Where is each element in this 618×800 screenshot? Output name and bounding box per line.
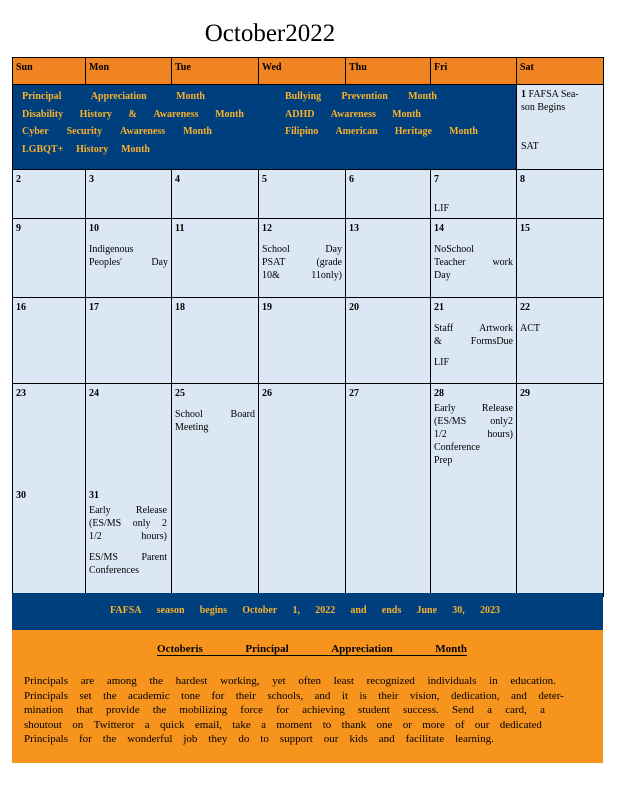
word: Month xyxy=(392,108,421,120)
event-text: FAFSA Sea- xyxy=(528,89,579,100)
word: Appreciation xyxy=(90,91,147,102)
day-cell-25 xyxy=(172,384,259,597)
word: ADHD xyxy=(285,108,315,120)
word: Twitteror xyxy=(93,718,135,731)
day-cell-6 xyxy=(346,170,431,219)
word: June xyxy=(416,605,438,616)
day-cell-18 xyxy=(172,298,259,384)
event-text: Indigenous xyxy=(89,244,134,255)
day-number: 19 xyxy=(262,302,272,313)
day-cell-14 xyxy=(431,219,517,298)
word: mobilizing xyxy=(179,704,228,716)
word: Principals xyxy=(24,675,68,687)
word: and xyxy=(314,689,331,702)
day-cell-20 xyxy=(346,298,431,384)
word: in xyxy=(489,675,498,687)
event-text: 10& 11only) xyxy=(262,270,342,281)
weekday-wed: Wed xyxy=(259,58,346,85)
day-cell-26 xyxy=(259,384,346,597)
text-line xyxy=(22,125,212,143)
word: set xyxy=(79,689,92,702)
day-cell-28 xyxy=(431,384,517,597)
day-number: 17 xyxy=(89,302,99,313)
day-cell-7 xyxy=(431,170,517,219)
text-line xyxy=(285,90,437,108)
event-text: 1/2 hours) xyxy=(89,531,167,542)
word: Principals xyxy=(24,733,68,745)
word: kids xyxy=(349,733,368,745)
word: quick xyxy=(160,718,185,731)
day-number: 18 xyxy=(175,302,185,313)
word: their xyxy=(235,689,256,702)
word: force xyxy=(240,704,263,716)
event-text: PSAT (grade xyxy=(262,257,342,268)
word: History xyxy=(76,143,109,155)
word: their xyxy=(378,689,399,702)
word: Awareness xyxy=(330,108,376,120)
day-number: 26 xyxy=(262,388,272,399)
day-number: 4 xyxy=(175,174,180,185)
word: & xyxy=(128,108,137,120)
word: least xyxy=(333,675,354,687)
week-row-4 xyxy=(13,298,604,384)
day-cell-22 xyxy=(517,298,604,384)
word: education. xyxy=(510,675,556,687)
text-line xyxy=(22,90,205,108)
page-title: October2022 xyxy=(204,20,336,47)
day-number: 1 xyxy=(521,89,526,100)
event-text: Day xyxy=(434,270,451,281)
word: is xyxy=(359,689,367,702)
word: for xyxy=(276,704,289,716)
day-cell-15 xyxy=(517,219,604,298)
day-number: 30 xyxy=(16,490,26,501)
day-number: 8 xyxy=(520,174,525,185)
day-cell-23-30 xyxy=(13,384,86,597)
day-number: 6 xyxy=(349,174,354,185)
event-text: Early Release xyxy=(434,403,513,414)
word: Awareness xyxy=(153,108,199,120)
word: Month xyxy=(121,143,150,155)
word: support xyxy=(279,733,313,745)
word: the xyxy=(149,675,163,687)
event-text: son Begins xyxy=(521,102,566,113)
word: American xyxy=(335,126,378,137)
word: and xyxy=(350,605,367,616)
event-text: Teacher work xyxy=(434,257,513,268)
word: our xyxy=(474,718,490,731)
text-line xyxy=(24,689,564,704)
day-number: 9 xyxy=(16,223,21,234)
word: facilitate xyxy=(405,733,445,745)
word: 2022 xyxy=(315,605,336,616)
observances-left xyxy=(22,90,245,160)
day-number: 15 xyxy=(520,223,530,234)
word: and xyxy=(378,733,395,745)
word: FAFSA xyxy=(110,605,142,616)
event-text: ACT xyxy=(520,323,540,334)
word: Principal xyxy=(245,643,289,655)
day-number: 12 xyxy=(262,223,272,234)
word: October xyxy=(242,605,278,616)
weekday-sun: Sun xyxy=(13,58,86,85)
event-text: School Board xyxy=(175,409,255,420)
event-text: Early Release xyxy=(89,505,167,516)
word: Filipino xyxy=(285,126,319,137)
event-text xyxy=(89,543,167,551)
event-text: School Day xyxy=(262,244,342,255)
word: for xyxy=(78,733,92,745)
word: Awareness xyxy=(120,126,166,137)
word: more xyxy=(422,718,445,731)
word: Appreciation xyxy=(331,643,393,655)
weekday-header-row xyxy=(13,58,604,85)
event-text: & FormsDue xyxy=(434,336,513,347)
word: thank xyxy=(341,718,367,731)
day-number: 31 xyxy=(89,490,99,501)
word: do xyxy=(238,733,250,745)
day-cell-13 xyxy=(346,219,431,298)
day-number: 22 xyxy=(520,302,530,313)
word: Cyber xyxy=(22,126,49,137)
word: Month xyxy=(449,126,478,137)
word: and xyxy=(511,689,527,702)
day-number: 7 xyxy=(434,174,439,185)
word: to xyxy=(260,733,269,745)
text-line xyxy=(24,674,556,689)
word: or xyxy=(402,718,412,731)
word: yet xyxy=(272,675,286,687)
word: Month xyxy=(408,91,437,102)
weekday-sat: Sat xyxy=(517,58,604,85)
event-text: ES/MS Parent xyxy=(89,552,167,563)
word: they xyxy=(208,733,228,745)
event-text: Staff Artwork xyxy=(434,323,513,334)
event-text: LIF xyxy=(434,357,449,368)
day-cell-1 xyxy=(517,85,604,170)
word: 1, xyxy=(292,605,300,616)
word: wonderful xyxy=(127,733,173,745)
week-row-3 xyxy=(13,219,604,298)
word: provide xyxy=(105,704,140,716)
word: card, xyxy=(505,704,527,716)
day-cell-8 xyxy=(517,170,604,219)
word: Octoberis xyxy=(157,643,203,655)
word: take xyxy=(232,718,251,731)
day-cell-2 xyxy=(13,170,86,219)
day-number: 10 xyxy=(89,223,99,234)
word: tone xyxy=(181,689,200,702)
principal-heading xyxy=(157,643,467,656)
word: among xyxy=(106,675,137,687)
word: a xyxy=(261,718,266,731)
word: the xyxy=(102,733,117,745)
word: Prevention xyxy=(341,91,388,102)
day-cell-17 xyxy=(86,298,172,384)
word: individuals xyxy=(427,675,477,687)
word: Heritage xyxy=(394,126,432,137)
word: Month xyxy=(215,108,244,120)
word: our xyxy=(323,733,339,745)
day-cell-9 xyxy=(13,219,86,298)
word: hardest xyxy=(175,675,208,687)
day-number: 5 xyxy=(262,174,267,185)
word: of xyxy=(455,718,465,731)
day-number: 27 xyxy=(349,388,359,399)
day-number: 16 xyxy=(16,302,26,313)
word: academic xyxy=(128,689,170,702)
word: it xyxy=(341,689,349,702)
event-text: 1/2 hours) xyxy=(434,429,513,440)
day-cell-3 xyxy=(86,170,172,219)
day-cell-10 xyxy=(86,219,172,298)
week-row-5 xyxy=(13,384,604,597)
word: the xyxy=(103,689,117,702)
day-number: 14 xyxy=(434,223,444,234)
word: schools, xyxy=(267,689,304,702)
event-text: LIF xyxy=(434,203,449,214)
word: email, xyxy=(194,718,223,731)
word: learning. xyxy=(455,733,494,745)
word: Month xyxy=(183,126,212,137)
word: deter- xyxy=(538,689,564,702)
weekday-thu: Thu xyxy=(346,58,431,85)
text-line xyxy=(285,125,478,143)
text-line xyxy=(285,108,421,126)
word: success. xyxy=(403,704,439,716)
word: season xyxy=(156,605,185,616)
day-cell-19 xyxy=(259,298,346,384)
day-cell-4 xyxy=(172,170,259,219)
text-line xyxy=(22,108,244,126)
event-text: Conferences xyxy=(89,565,139,576)
principal-appreciation-panel xyxy=(12,630,603,763)
day-number: 2 xyxy=(16,174,21,185)
word: Bullying xyxy=(285,91,322,102)
word: Month xyxy=(176,91,205,102)
principal-body xyxy=(24,674,575,747)
weekday-tue: Tue xyxy=(172,58,259,85)
text-line xyxy=(24,718,542,733)
fafsa-banner xyxy=(12,593,603,630)
word: Principal xyxy=(22,91,62,102)
week-row-1 xyxy=(13,85,604,170)
word: job xyxy=(183,733,198,745)
word: working, xyxy=(220,675,260,687)
word: one xyxy=(376,718,393,731)
event-text: Meeting xyxy=(175,422,209,433)
word: achieving xyxy=(302,704,345,716)
day-number: 23 xyxy=(16,388,26,399)
event-text: Prep xyxy=(434,455,453,466)
word: moment xyxy=(276,718,313,731)
event-text: SAT xyxy=(521,141,539,152)
word: mination xyxy=(24,704,64,716)
day-number: 25 xyxy=(175,388,185,399)
event-text: Conference xyxy=(434,442,481,453)
event-text xyxy=(434,194,513,202)
word: Disability xyxy=(22,108,64,120)
text-line xyxy=(24,703,545,718)
word: recognized xyxy=(366,675,415,687)
weekday-fri: Fri xyxy=(431,58,517,85)
word: dedication, xyxy=(451,689,500,702)
observances-banner xyxy=(13,85,517,170)
word: a xyxy=(144,718,150,731)
weekday-mon: Mon xyxy=(86,58,172,85)
day-cell-11 xyxy=(172,219,259,298)
text-line xyxy=(24,732,494,747)
day-cell-5 xyxy=(259,170,346,219)
word: dedicated xyxy=(499,718,542,731)
day-number: 11 xyxy=(175,223,185,234)
text-line xyxy=(22,143,150,161)
day-number: 21 xyxy=(434,302,444,313)
event-text: (ES/MS only2 xyxy=(434,416,513,427)
word: a xyxy=(487,704,493,716)
event-text: NoSchool xyxy=(434,244,474,255)
day-cell-16 xyxy=(13,298,86,384)
word: a xyxy=(540,704,545,716)
word: that xyxy=(76,704,93,716)
word: Month xyxy=(435,643,467,655)
day-cell-27 xyxy=(346,384,431,597)
day-number: 28 xyxy=(434,388,444,399)
word: vision, xyxy=(409,689,440,702)
day-cell-24-31 xyxy=(86,384,172,597)
day-cell-29 xyxy=(517,384,604,597)
event-text xyxy=(434,348,513,356)
word: to xyxy=(322,718,332,731)
word: on xyxy=(72,718,84,731)
week-row-2 xyxy=(13,170,604,219)
event-text: Peoples' Day xyxy=(89,257,168,268)
word: often xyxy=(298,675,322,687)
day-cell-21 xyxy=(431,298,517,384)
word: are xyxy=(80,675,95,687)
word: begins xyxy=(199,605,227,616)
observances-right xyxy=(285,90,478,143)
day-number: 20 xyxy=(349,302,359,313)
day-number: 29 xyxy=(520,388,530,399)
word: ends xyxy=(381,605,402,616)
calendar-grid xyxy=(12,57,604,597)
word: 2023 xyxy=(480,605,500,616)
day-number: 3 xyxy=(89,174,94,185)
word: Principals xyxy=(24,689,68,702)
word: LGBQT+ xyxy=(22,143,64,155)
word: shoutout xyxy=(24,718,62,731)
word: History xyxy=(79,108,112,120)
day-number: 24 xyxy=(89,388,99,399)
word: the xyxy=(152,704,167,716)
word: Security xyxy=(66,126,103,137)
event-text: (ES/MS only 2 xyxy=(89,518,167,529)
day-cell-12 xyxy=(259,219,346,298)
word: student xyxy=(358,704,390,716)
word: 30, xyxy=(452,605,465,616)
word: Send xyxy=(451,704,474,716)
word: for xyxy=(211,689,225,702)
day-number: 13 xyxy=(349,223,359,234)
